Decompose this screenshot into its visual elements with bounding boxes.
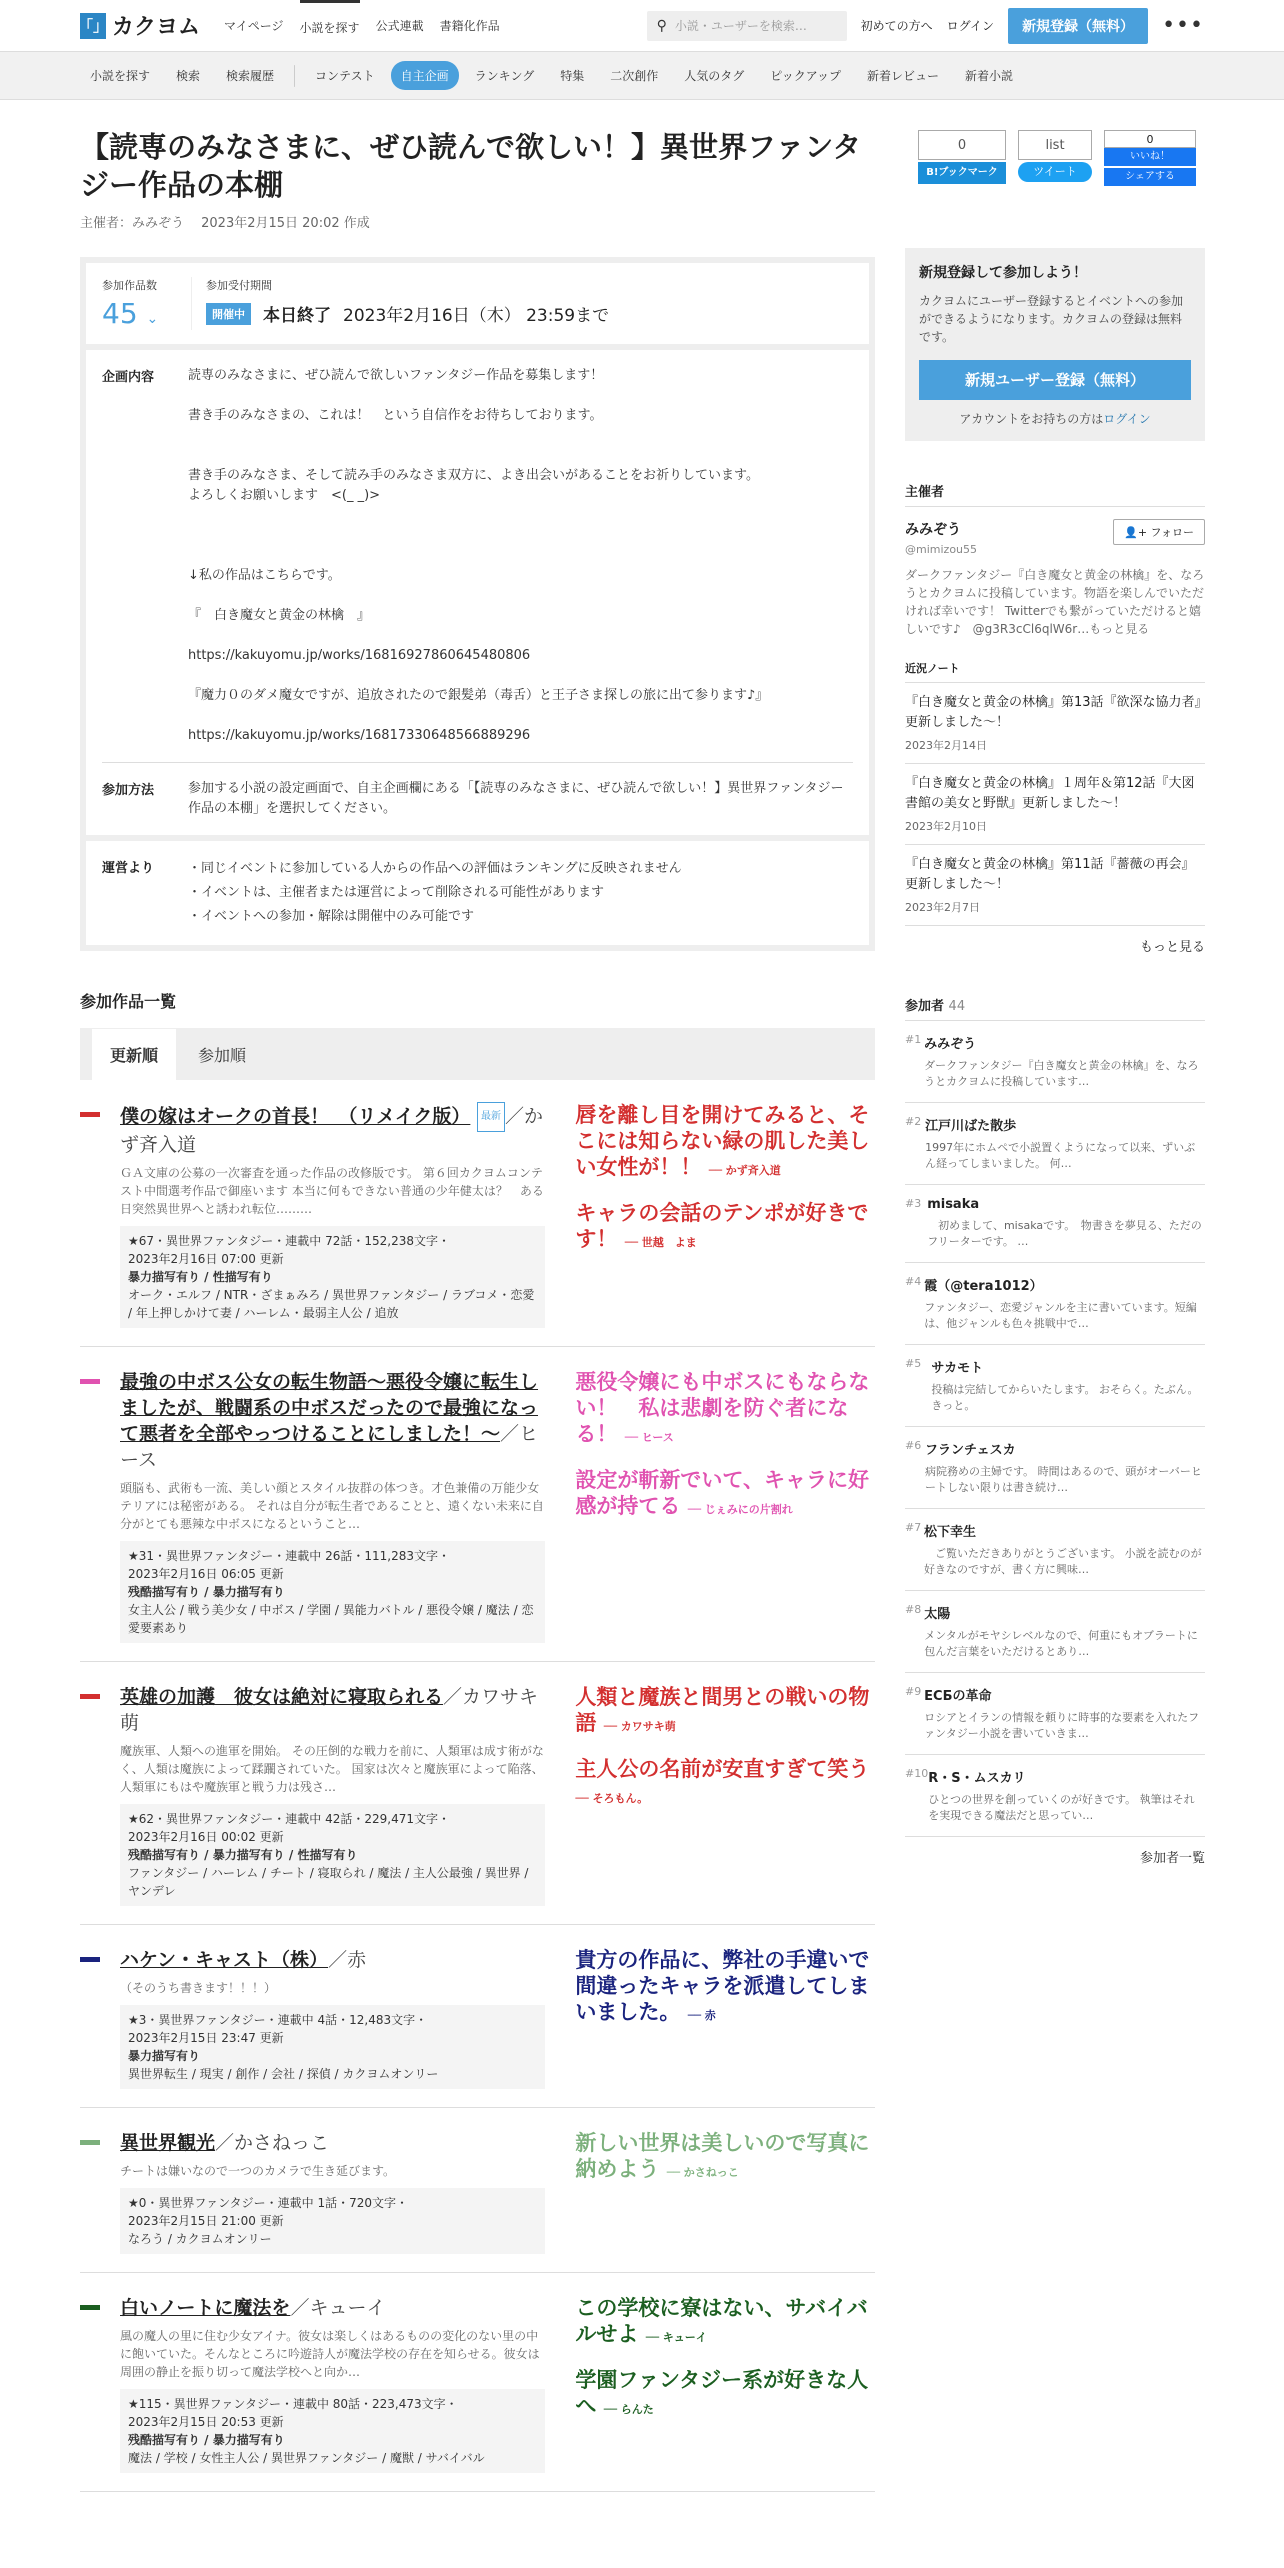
work-item <box>80 1662 875 1925</box>
participants-list <box>905 1021 1205 1837</box>
register-button[interactable]: 新規登録（無料） <box>1008 8 1148 44</box>
genre-color-bar <box>80 2140 100 2145</box>
reg-title: 新規登録して参加しよう！ <box>919 265 1087 281</box>
organizer-desc: ダークファンタジー『白き魔女と黄金の林檎』を、なろうとカクヨムに投稿しています。物語を楽しんでいただければ幸いです！ Twitterでも繋がっていただけると嬉しいです♪ @g3R3cCl6qlW6r…もっと見る <box>905 568 1205 636</box>
work-info: ★31・異世界ファンタジー・連載中 26話・111,283文字・ 2023年2月16日 06:05 更新 残酷描写有り / 暴力描写有り 女主人公 / 戦う美少女 / 中ボス / 学園 / 異能力バトル / 悪役令嬢 / 魔法 / 恋愛要素あり <box>120 1541 545 1643</box>
subnav-pickup[interactable]: ピックアップ <box>770 69 841 83</box>
review-catch[interactable]: 唇を離し目を開けてみると、そこには知らない緑の肌した美しい女性が！！ ── かず斉入道 <box>575 1103 870 1179</box>
description-line: 書き手のみなさまの、これは！ という自信作をお待ちしております。 <box>188 408 603 423</box>
work-title[interactable]: 最強の中ボス公女の転生物語～悪役令嬢に転生しましたが、戦闘系の中ボスだったので最強になって悪者を全部やっつけることにしました！～ <box>120 1371 539 1445</box>
main-content <box>80 128 875 2492</box>
description-line <box>188 426 768 446</box>
review-catch[interactable]: 学園ファンタジー系が好きな人へ ── らんた <box>575 2368 869 2418</box>
nav-official[interactable]: 公式連載 <box>375 19 424 33</box>
brand-name: カクヨム <box>112 15 201 40</box>
participants-link[interactable]: 参加者一覧 <box>1139 1851 1205 1866</box>
genre-color-bar <box>80 1694 100 1699</box>
works-list <box>80 1080 875 2492</box>
description-line <box>188 666 768 686</box>
work-reviews <box>575 2130 875 2254</box>
nav-books[interactable]: 書籍化作品 <box>439 19 500 33</box>
add-user-icon: 👤+ <box>1124 526 1148 539</box>
genre-color-bar <box>80 2305 100 2310</box>
review-catch[interactable]: この学校に寮はない、サバイバルせよ ── キューイ <box>575 2296 868 2346</box>
notes-list <box>905 682 1205 926</box>
sidebar <box>905 128 1205 1866</box>
work-info: ★62・異世界ファンタジー・連載中 42話・229,471文字・ 2023年2月16日 00:02 更新 残酷描写有り / 暴力描写有り / 性描写有り ファンタジー / ハーレム / チート / 寝取られ / 魔法 / 主人公最強 / 異世界 / ヤンデレ <box>120 1804 545 1906</box>
organizer-heading: 主催者 <box>905 481 1205 507</box>
subnav-search[interactable]: 検索 <box>176 69 201 83</box>
subnav-tags[interactable]: 人気のタグ <box>684 69 745 83</box>
work-description: （そのうち書きます！！！） <box>120 1981 277 1995</box>
works-tabs <box>80 1028 875 1080</box>
tab-updated[interactable]: 更新順 <box>92 1029 176 1080</box>
header-nav <box>224 0 500 52</box>
description-line <box>188 586 768 606</box>
work-tags[interactable]: 女主人公 / 戦う美少女 / 中ボス / 学園 / 異能力バトル / 悪役令嬢 / 魔法 / 恋愛要素あり <box>128 1603 534 1635</box>
review-catch[interactable]: 悪役令嬢にも中ボスにもならない！ 私は悲劇を防ぐ者になる！ ── ヒース <box>575 1370 870 1446</box>
work-link[interactable]: https://kakuyomu.jp/works/16816927860645480806 <box>188 648 531 663</box>
work-author[interactable]: ／かず斉入道 <box>120 1105 544 1156</box>
search-input[interactable] <box>647 11 847 41</box>
work-title[interactable]: 英雄の加護 彼女は絶対に寝取られる <box>120 1686 444 1708</box>
search-placeholder: 小説・ユーザーを検索… <box>674 19 807 33</box>
end-date: 2023年2月16日（木） 23:59まで <box>343 306 610 326</box>
work-info: ★0・異世界ファンタジー・連載中 1話・720文字・ 2023年2月15日 21:00 更新 なろう / カクヨムオンリー <box>120 2188 545 2254</box>
register-panel <box>905 248 1205 441</box>
description-line <box>188 626 768 646</box>
work-reviews <box>575 1684 875 1906</box>
work-description: チートは嫌いなので一つのカメラで生き延びます。 <box>120 2164 396 2178</box>
work-item <box>80 2273 875 2492</box>
subnav-features[interactable]: 特集 <box>560 69 585 83</box>
ops-note: ・同じイベントに参加している人からの作品への評価はランキングに反映されません <box>188 861 682 876</box>
note-item[interactable]: 『白き魔女と黄金の林檎』第13話『欲深な協力者』更新しました～！ 2023年2月14日 <box>905 683 1205 764</box>
join-label: 参加方法 <box>102 783 155 798</box>
work-item <box>80 2108 875 2273</box>
work-reviews <box>575 2295 875 2473</box>
participants-heading: 参加者 44 <box>905 995 1205 1021</box>
work-author[interactable]: ／かさねっこ <box>215 2132 330 2154</box>
first-time-link[interactable]: 初めての方へ <box>860 19 933 33</box>
work-description: 頭脳も、武術も一流、美しい顔とスタイル抜群の体つき。才色兼備の万能少女テリアには秘密がある。 それは自分が転生者であることと、遠くない未来に自分がとても悪辣な中ボスになるということ… <box>120 1481 544 1531</box>
work-description: 風の魔人の里に住む少女アイナ。彼女は楽しくはあるものの変化のない里の中に飽いていた。そんなところに吟遊詩人が魔法学校の存在を知らせる。彼女は周囲の静止を振り切って魔法学校へと向か… <box>120 2329 540 2379</box>
divider <box>294 65 295 87</box>
subnav-find[interactable]: 小説を探す <box>90 69 151 83</box>
work-reviews <box>575 1947 875 2089</box>
review-catch[interactable]: 設定が斬新でいて、キャラに好感が持てる ── じぇみにの片割れ <box>575 1468 869 1518</box>
logo-mark: 「」 <box>80 13 106 39</box>
description-line: 『 白き魔女と黄金の林檎 』 <box>188 608 371 623</box>
organizer-id: @mimizou55 <box>905 543 978 556</box>
work-title[interactable]: 僕の嫁はオークの首長！ （リメイク版） <box>120 1105 471 1128</box>
work-item <box>80 1080 875 1347</box>
more-menu-icon[interactable]: ••• <box>1162 13 1204 38</box>
work-item <box>80 1925 875 2108</box>
subnav-contest[interactable]: コンテスト <box>315 69 375 83</box>
subnav-new-reviews[interactable]: 新着レビュー <box>866 69 939 83</box>
have-account-text: アカウントをお持ちの方は <box>959 412 1104 426</box>
ops-notes <box>188 857 682 929</box>
work-title[interactable]: ハケン・キャスト（株） <box>120 1949 329 1971</box>
description-line: 『魔力０のダメ魔女ですが、追放されたので銀髪弟（毒舌）と王子さま探しの旅に出て参ります♪』 <box>188 688 769 703</box>
search-icon: ⚲ <box>656 17 667 34</box>
follow-button[interactable]: 👤+ フォロー <box>1113 519 1205 545</box>
description-line <box>188 546 768 566</box>
review-catch[interactable]: 主人公の名前が安直すぎて笑う ── そろもん。 <box>575 1757 870 1805</box>
description-line: 書き手のみなさま、そして読み手のみなさま双方に、よき出会いがあることをお祈りしています。 <box>188 468 759 483</box>
work-description: 魔族軍、人類への進軍を開始。 その圧倒的な戦力を前に、人類軍は成す術がなく、人類は魔族によって蹂躙されていた。 国家は次々と魔族軍によって陥落、人類軍にもはや魔族軍と戦う力は残さ… <box>120 1744 544 1794</box>
fb-share-button[interactable]: シェアする <box>1104 168 1196 186</box>
list-count: list <box>1018 130 1092 160</box>
participant-item[interactable]: #8 太陽 メンタルがモヤシレベルなので、何重にもオブラートに包んだ言葉をいただけるとあり… <box>905 1591 1205 1673</box>
participant-item[interactable]: #7 松下幸生 ご覧いただきありがとうございます。 小説を読むのが好きなのですが、書く方に興味… <box>905 1509 1205 1591</box>
note-item[interactable]: 『白き魔女と黄金の林檎』１周年＆第12話『大図書館の美女と野獣』更新しました～！ 2023年2月10日 <box>905 764 1205 845</box>
work-author[interactable]: ／ヒース <box>120 1423 539 1471</box>
work-tags[interactable]: なろう / カクヨムオンリー <box>128 2232 272 2246</box>
event-description <box>188 366 768 746</box>
period-label: 参加受付期間 <box>206 279 272 292</box>
subnav-history[interactable]: 検索履歴 <box>226 69 275 83</box>
participant-item[interactable]: #2 江戸川ばた散歩 1997年にホムペで小説置くようになって以来、ずいぶん経ってしまいました。 何… <box>905 1103 1205 1185</box>
work-author[interactable]: ／キューイ <box>290 2297 386 2319</box>
bookmark-count: 0 <box>918 130 1006 160</box>
sidebar-login-link[interactable]: ログイン <box>1103 412 1151 426</box>
review-catch[interactable]: 人類と魔族と間男との戦いの物語 ── カワサキ萌 <box>575 1685 870 1735</box>
work-description: ＧＡ文庫の公募の一次審査を通った作品の改修版です。 第６回カクヨムコンテスト中間選考作品で御座います 本当に何もできない普通の少年健太は？ ある日突然異世界へと誘われ転位……… <box>120 1166 544 1216</box>
tweet-button[interactable]: ツイート <box>1018 162 1092 182</box>
participant-item[interactable]: #10 R・S・ムスカリ ひとつの世界を創っていくのが好きです。 執筆はそれを実現できる魔法だと思ってい… <box>905 1755 1205 1837</box>
description-line <box>188 506 768 526</box>
participant-item[interactable]: #1 みみぞう ダークファンタジー『白き魔女と黄金の林檎』を、なろうとカクヨムに投稿しています… <box>905 1021 1205 1103</box>
register-user-button[interactable]: 新規ユーザー登録（無料） <box>919 360 1191 400</box>
event-meta: 主催者：みみぞう 2023年2月15日 20:02 作成 <box>80 216 370 231</box>
participant-item[interactable]: #5 サカモト 投稿は完結してからいたします。 おそらく。たぶん。きっと。 <box>905 1345 1205 1427</box>
end-label: 本日終了 <box>263 306 331 326</box>
count-label: 参加作品数 <box>102 279 157 292</box>
participant-item[interactable]: #6 フランチェスカ 病院務めの主婦です。 時間はあるので、頭がオーバーヒートしない限りは書き続け… <box>905 1427 1205 1509</box>
review-catch[interactable]: キャラの会話のテンポが好きです！ ── 世越 よま <box>575 1201 869 1251</box>
ops-label: 運営より <box>102 861 155 876</box>
tab-joined[interactable]: 参加順 <box>198 1046 247 1065</box>
work-reviews <box>575 1369 875 1643</box>
new-badge: 最新 <box>477 1102 505 1132</box>
description-line <box>188 526 768 546</box>
subnav-fanfic[interactable]: 二次創作 <box>610 69 659 83</box>
review-catch[interactable]: 新しい世界は美しいので写真に納めよう ── かさねっこ <box>575 2131 870 2181</box>
join-instructions: 参加する小説の設定画面で、自主企画欄にある「【読専のみなさまに、ぜひ読んで欲しい！】異世界ファンタジー作品の本棚」を選択してください。 <box>188 781 844 816</box>
subnav-user-events[interactable]: 自主企画 <box>391 61 459 90</box>
hatena-bookmark-button[interactable]: B!ブックマーク <box>918 162 1006 184</box>
genre-color-bar <box>80 1112 100 1117</box>
participant-item[interactable]: #9 ECБの革命 ロシアとイランの情報を頼りに時事的な要素を入れたファンタジー小説を書いていきま… <box>905 1673 1205 1755</box>
work-title[interactable]: 異世界観光 <box>120 2132 216 2154</box>
nav-find-novels[interactable]: 小説を探す <box>300 0 360 52</box>
participant-item[interactable]: #4 霞（@tera1012） ファンタジー、恋愛ジャンルを主に書いています。短編は、他ジャンルも色々挑戦中で… <box>905 1263 1205 1345</box>
work-tags[interactable]: 魔法 / 学校 / 女性主人公 / 異世界ファンタジー / 魔獣 / サバイバル <box>128 2451 485 2465</box>
header <box>0 0 1284 52</box>
work-item <box>80 1347 875 1662</box>
work-reviews <box>575 1102 875 1328</box>
work-tags[interactable]: オーク・エルフ / NTR・ざまぁみろ / 異世界ファンタジー / ラブコメ・恋愛 / 年上押しかけて妻 / ハーレム・最弱主人公 / 追放 <box>128 1288 535 1320</box>
participant-item[interactable]: #3 misaka 初めまして、misakaです。 物書きを夢見る、ただのフリーターです。 … <box>905 1185 1205 1263</box>
description-line: 読専のみなさまに、ぜひ読んで欲しいファンタジー作品を募集します！ <box>188 368 604 383</box>
work-tags[interactable]: 異世界転生 / 現実 / 創作 / 会社 / 探偵 / カクヨムオンリー <box>128 2067 439 2081</box>
work-info: ★115・異世界ファンタジー・連載中 80話・223,473文字・ 2023年2月15日 20:53 更新 残酷描写有り / 暴力描写有り 魔法 / 学校 / 女性主人公 / 異世界ファンタジー / 魔獣 / サバイバル <box>120 2389 545 2473</box>
description-line <box>188 446 768 466</box>
reg-text: カクヨムにユーザー登録するとイベントへの参加ができるようになります。カクヨムの登録は無料です。 <box>919 294 1184 344</box>
entry-count[interactable]: 45 ⌄ <box>102 297 159 330</box>
nav-mypage[interactable]: マイページ <box>224 19 284 33</box>
content-label: 企画内容 <box>102 370 155 385</box>
subnav-ranking[interactable]: ランキング <box>474 69 535 83</box>
works-heading: 参加作品一覧 <box>80 992 177 1011</box>
genre-color-bar <box>80 1957 100 1962</box>
description-line <box>188 706 768 726</box>
work-link[interactable]: https://kakuyomu.jp/works/16817330648566889296 <box>188 728 531 743</box>
description-line: よろしくお願いします <(_ _)> <box>188 488 381 503</box>
work-author[interactable]: ／カワサキ萌 <box>120 1686 539 1734</box>
organizer-name[interactable]: みみぞう <box>905 522 961 538</box>
more-notes-link[interactable]: もっと見る <box>1139 940 1205 955</box>
sub-navigation <box>0 52 1284 100</box>
work-title[interactable]: 白いノートに魔法を <box>120 2297 291 2319</box>
ops-note: ・イベントへの参加・解除は開催中のみ可能です <box>188 909 475 924</box>
logo[interactable] <box>80 10 200 41</box>
like-count: 0 <box>1104 130 1196 148</box>
subnav-new-novels[interactable]: 新着小説 <box>964 69 1013 83</box>
chevron-down-icon: ⌄ <box>146 311 159 327</box>
work-author[interactable]: ／赤 <box>328 1949 367 1971</box>
description-line <box>188 386 768 406</box>
description-line: ↓私の作品はこちらです。 <box>188 568 341 583</box>
ops-note: ・イベントは、主催者または運営によって削除される可能性があります <box>188 885 605 900</box>
login-link[interactable]: ログイン <box>946 19 995 33</box>
like-button[interactable]: いいね！ <box>1104 148 1196 166</box>
notes-heading: 近況ノート <box>905 662 960 675</box>
page-title: 【読専のみなさまに、ぜひ読んで欲しい！】異世界ファンタジー作品の本棚 <box>80 130 862 202</box>
work-tags[interactable]: ファンタジー / ハーレム / チート / 寝取られ / 魔法 / 主人公最強 / 異世界 / ヤンデレ <box>128 1866 529 1898</box>
note-item[interactable]: 『白き魔女と黄金の林檎』第11話『薔薇の再会』更新しました～！ 2023年2月7日 <box>905 845 1205 926</box>
work-info: ★3・異世界ファンタジー・連載中 4話・12,483文字・ 2023年2月15日 23:47 更新 暴力描写有り 異世界転生 / 現実 / 創作 / 会社 / 探偵 / カクヨムオンリー <box>120 2005 545 2089</box>
genre-color-bar <box>80 1379 100 1384</box>
event-box <box>80 257 875 951</box>
review-catch[interactable]: 貴方の作品に、弊社の手違いで間違ったキャラを派遣してしまいました。 ── 赤 <box>575 1948 870 2024</box>
status-badge: 開催中 <box>206 303 251 325</box>
work-info: ★67・異世界ファンタジー・連載中 72話・152,238文字・ 2023年2月16日 07:00 更新 暴力描写有り / 性描写有り オーク・エルフ / NTR・ざまぁみろ / 異世界ファンタジー / ラブコメ・恋愛 / 年上押しかけて妻 / ハーレム・最弱主人公 / 追放 <box>120 1226 545 1328</box>
